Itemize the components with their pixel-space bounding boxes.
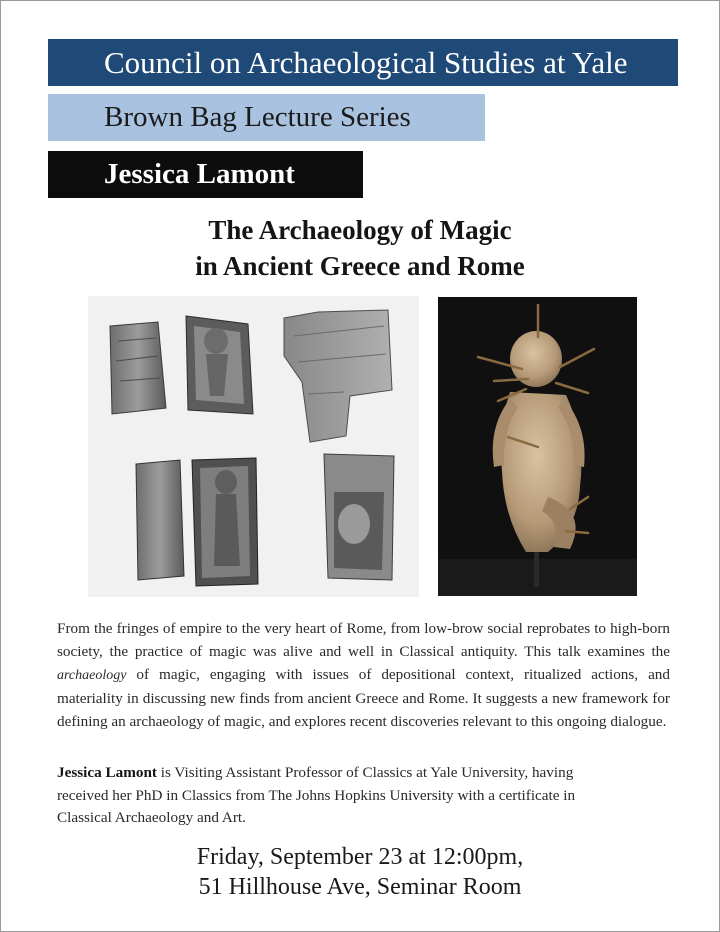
curse-tablets-figure	[88, 296, 419, 597]
description-part1: From the fringes of empire to the very heart of Rome, from low-brow social reprobates to high-born society, the practice of magic was alive and well in Classical antiquity. This talk examines the	[57, 620, 670, 660]
event-datetime: Friday, September 23 at 12:00pm,	[196, 844, 524, 870]
bio-line2: received her PhD in Classics from The Johns Hopkins University with a certificate in	[57, 786, 576, 804]
event-details	[0, 842, 720, 902]
speaker-name: Jessica Lamont	[104, 158, 295, 190]
bio-line3: Classical Archaeology and Art.	[57, 809, 246, 826]
series-banner	[48, 94, 485, 141]
event-location: 51 Hillhouse Ave, Seminar Room	[198, 874, 522, 900]
bio-line1	[57, 762, 670, 785]
talk-title-line2: in Ancient Greece and Rome	[195, 251, 525, 281]
talk-title-line1: The Archaeology of Magic	[208, 215, 512, 245]
series-name: Brown Bag Lecture Series	[104, 101, 411, 133]
speaker-banner	[48, 151, 363, 198]
talk-description	[57, 617, 670, 733]
bio-name: Jessica Lamont	[57, 764, 157, 781]
council-banner	[48, 39, 678, 86]
speaker-bio	[57, 762, 670, 830]
bio-line1-text: is Visiting Assistant Professor of Classics at Yale University, having	[156, 764, 574, 781]
pierced-figurine-photo	[438, 297, 637, 596]
council-name: Council on Archaeological Studies at Yale	[104, 44, 628, 80]
description-emphasis: archaeology	[57, 668, 127, 683]
talk-title	[0, 212, 720, 284]
description-part2: of magic, engaging with issues of depositional context, ritualized actions, and materiality in discussing new finds from ancient Greece and Rome. It suggests a new framework for defining an archaeology of magic, and explores recent discoveries relevant to this ongoing dialogue.	[57, 666, 670, 730]
